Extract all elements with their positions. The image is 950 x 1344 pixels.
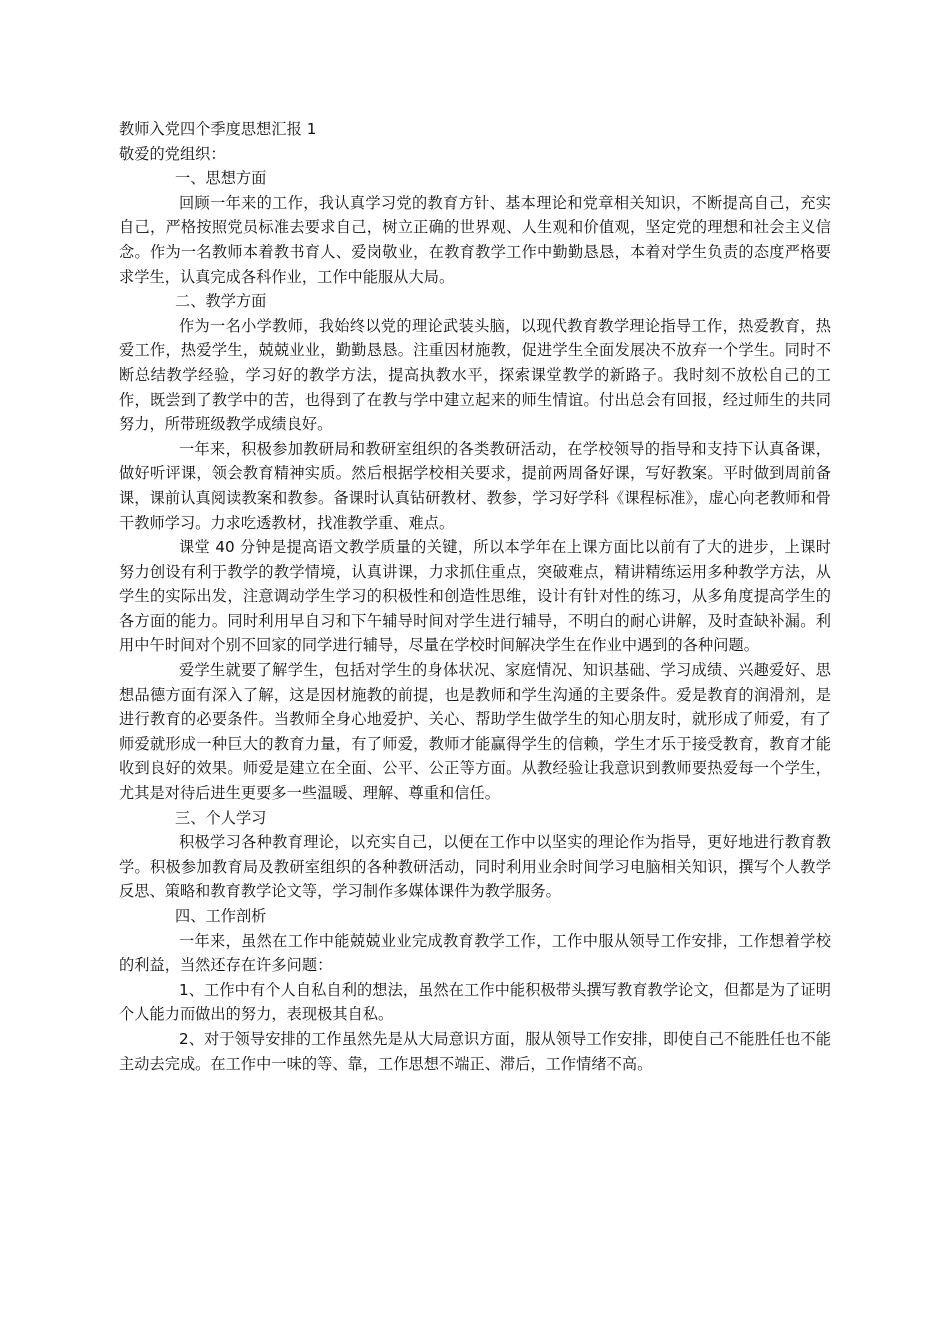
paragraph: 积极学习各种教育理论，以充实自己，以便在工作中以坚实的理论作为指导，更好地进行教育教学。积极参加教育局及教研室组织的各种教研活动，同时利用业余时间学习电脑相关知识，撰写个人教学反思、策略和教育教学论文等，学习制作多媒体课件为教学服务。 [119,833,831,901]
section-personal-study [119,806,831,904]
salutation: 敬爱的党组织： [119,144,226,163]
paragraph: 2、对于领导安排的工作虽然先是从大局意识方面，服从领导工作安排，即使自己不能胜任也不能主动去完成。在工作中一味的等、靠，工作思想不端正、滞后，工作情绪不高。 [119,1029,831,1073]
paragraph: 作为一名小学教师，我始终以党的理论武装头脑，以现代教育教学理论指导工作，热爱教育，热爱工作，热爱学生，兢兢业业，勤勤恳恳。注重因材施教，促进学生全面发展决不放弃一个学生。同时不断总结教学经验，学习好的教学方法，提高执教水平，探索课堂教学的新路子。我时刻不放松自己的工作，既尝到了教学中的苦，也得到了在教与学中建立起来的师生情谊。付出总会有回报，经过师生的共同努力，所带班级教学成绩良好。 [119,316,831,434]
paragraph: 1、工作中有个人自私自利的想法，虽然在工作中能积极带头撰写教育教学论文，但都是为了证明个人能力而做出的努力，表现极其自私。 [119,980,831,1024]
paragraph: 一年来，虽然在工作中能兢兢业业完成教育教学工作，工作中服从领导工作安排，工作想着学校的利益，当然还存在许多问题： [119,931,831,975]
section-heading: 四、工作剖析 [175,907,267,925]
section-heading: 一、思想方面 [175,169,267,188]
document-page [119,117,831,1076]
section-teaching [119,289,831,805]
document-title: 教师入党四个季度思想汇报 1 [119,120,317,138]
paragraph: 爱学生就要了解学生，包括对学生的身体状况、家庭情况、知识基础、学习成绩、兴趣爱好、思想品德方面有深入了解，这是因材施教的前提，也是教师和学生沟通的主要条件。爱是教育的润滑剂，是进行教育的必要条件。当教师全身心地爱护、关心、帮助学生做学生的知心朋友时，就形成了师爱，有了师爱就形成一种巨大的教育力量，有了师爱，教师才能赢得学生的信赖，学生才乐于接受教育，教育才能收到良好的效果。师爱是建立在全面、公平、公正等方面。从教经验让我意识到教师要热爱每一个学生，尤其是对待后进生更要多一些温暖、理解、尊重和信任。 [119,661,831,803]
section-heading: 二、教学方面 [175,292,267,311]
section-work-analysis [119,904,831,1076]
section-thought [119,166,831,289]
paragraph: 课堂 40 分钟是提高语文教学质量的关键，所以本学年在上课方面比以前有了大的进步，上课时努力创设有利于教学的教学情境，认真讲课，力求抓住重点，突破难点，精讲精练运用多种教学方法，从学生的实际出发，注意调动学生学习的积极性和创造性思维，设计有针对性的练习，从多角度提高学生的各方面的能力。同时利用早自习和下午辅导时间对学生进行辅导，不明白的耐心讲解，及时查缺补漏。利用中午时间对个别不回家的同学进行辅导，尽量在学校时间解决学生在作业中遇到的各种问题。 [119,538,831,655]
paragraph: 回顾一年来的工作，我认真学习党的教育方针、基本理论和党章相关知识，不断提高自己，充实自己，严格按照党员标准去要求自己，树立正确的世界观、人生观和价值观，坚定党的理想和社会主义信念。作为一名教师本着教书育人、爱岗敬业，在教育教学工作中勤勤恳恳，本着对学生负责的态度严格要求学生，认真完成各科作业，工作中能服从大局。 [119,193,831,286]
section-heading: 三、个人学习 [175,808,267,827]
paragraph: 一年来，积极参加教研局和教研室组织的各类教研活动，在学校领导的指导和支持下认真备课，做好听评课，领会教育精神实质。然后根据学校相关要求，提前两周备好课，写好教案。平时做到周前备课，课前认真阅读教案和教参。备课时认真钻研教材、教参，学习好学科《课程标准》，虚心向老教师和骨干教师学习。力求吃透教材，找准教学重、难点。 [119,439,831,532]
